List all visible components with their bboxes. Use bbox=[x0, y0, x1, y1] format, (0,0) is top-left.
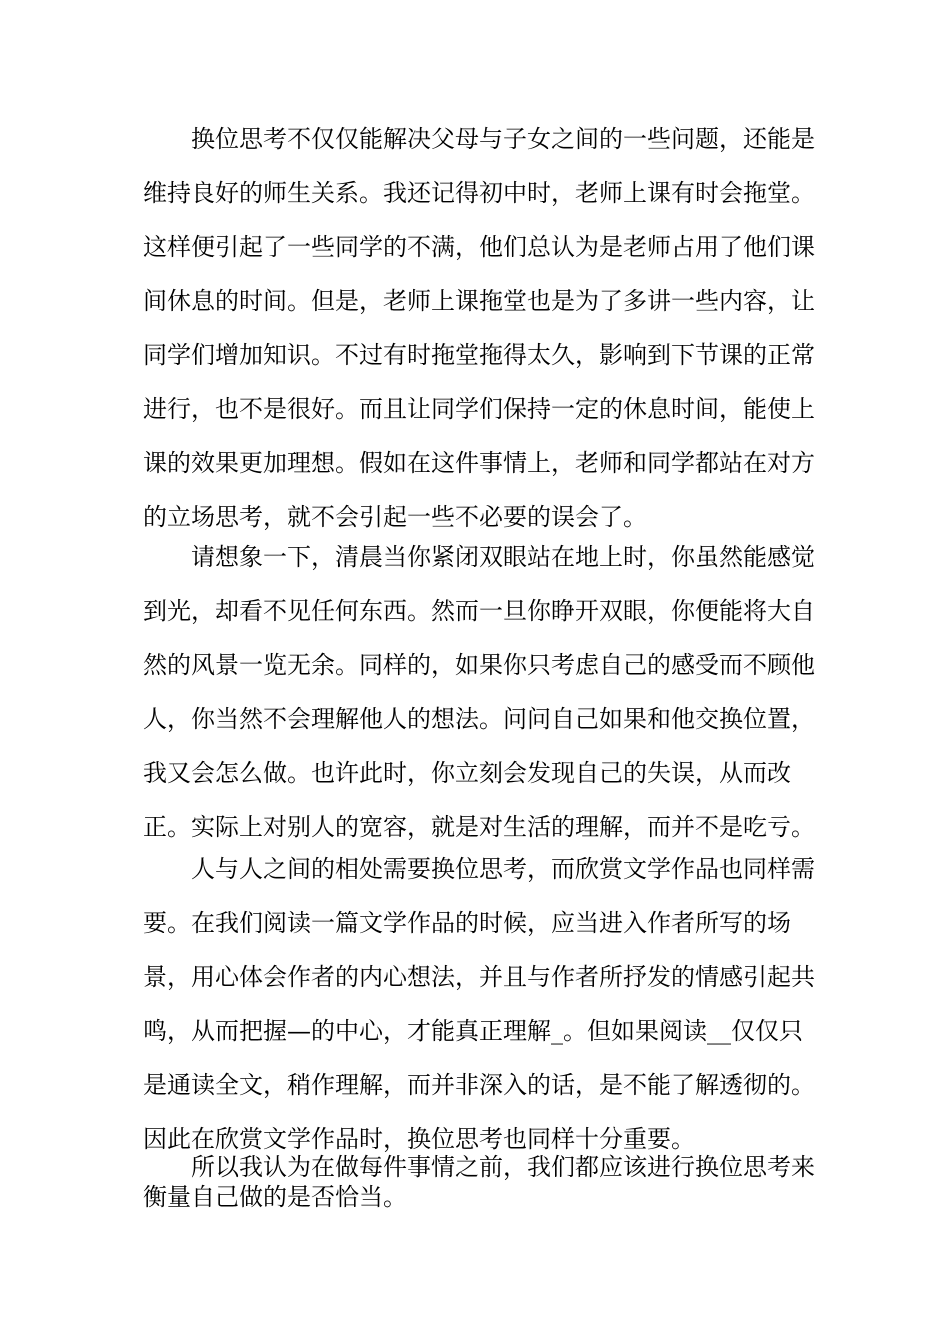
paragraph-teacher-student: 换位思考不仅仅能解决父母与子女之间的一些问题，还能是维持良好的师生关系。我还记得初中时，老师上课有时会拖堂。这样便引起了一些同学的不满，他们总认为是老师占用了他们课间休息的时间。但是，老师上课拖堂也是为了多讲一些内容，让同学们增加知识。不过有时拖堂拖得太久，影响到下节课的正常进行，也不是很好。而且让同学们保持一定的休息时间，能使上课的效果更加理想。假如在这件事情上，老师和同学都站在对方的立场思考，就不会引起一些不必要的误会了。 bbox=[143, 125, 815, 531]
paragraph-literature: 人与人之间的相处需要换位思考，而欣赏文学作品也同样需要。在我们阅读一篇文学作品的时候，应当进入作者所写的场景，用心体会作者的内心想法，并且与作者所抒发的情感引起共鸣，从而把握—的中心，才能真正理解_。但如果阅读__仅仅只是通读全文，稍作理解，而并非深入的话，是不能了解透彻的。因此在欣赏文学作品时，换位思考也同样十分重要。 bbox=[143, 855, 815, 1153]
paragraph-conclusion: 所以我认为在做每件事情之前，我们都应该进行换位思考来衡量自己做的是否恰当。 bbox=[143, 1153, 815, 1211]
paragraph-imagine: 请想象一下，清晨当你紧闭双眼站在地上时，你虽然能感觉到光，却看不见任何东西。然而一旦你睁开双眼，你便能将大自然的风景一览无余。同样的，如果你只考虑自己的感受而不顾他人，你当然不会理解他人的想法。问问自己如果和他交换位置，我又会怎么做。也许此时，你立刻会发现自己的失误，从而改正。实际上对别人的宽容，就是对生活的理解，而并不是吃亏。 bbox=[143, 543, 815, 841]
